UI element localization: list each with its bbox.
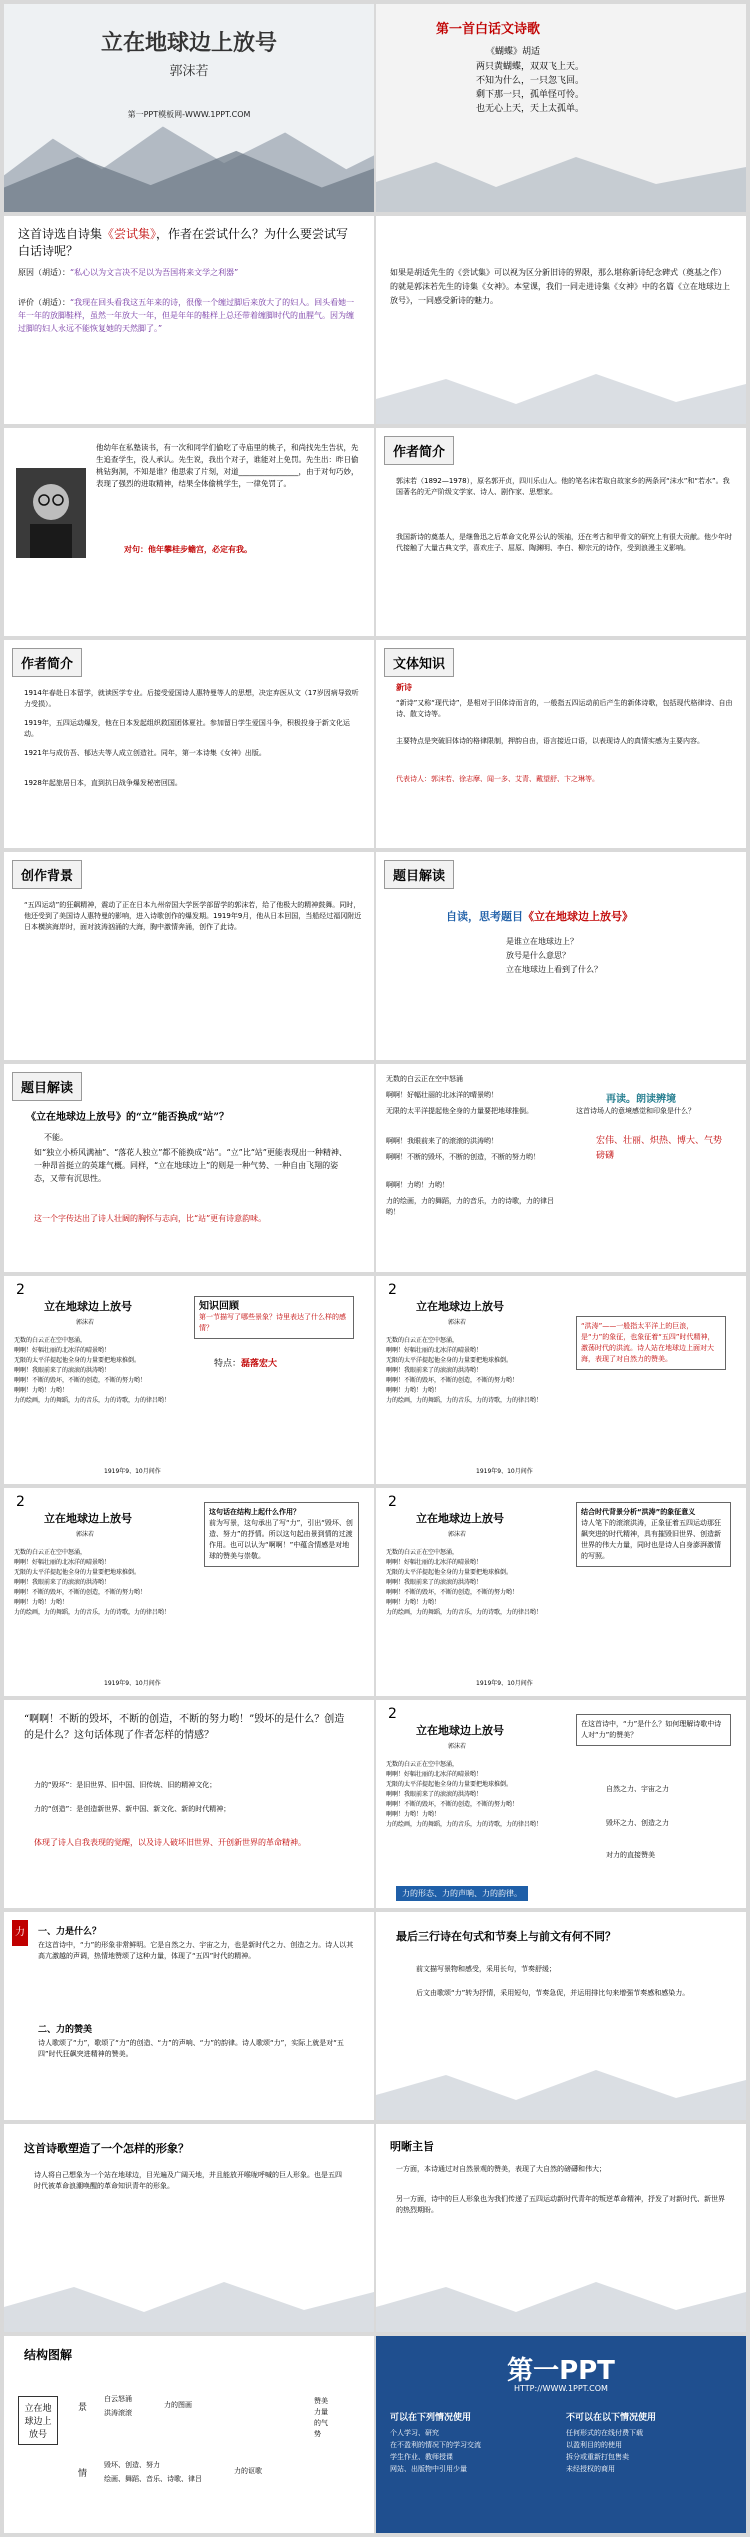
mountain-landscape <box>376 142 746 212</box>
site-url: HTTP://WWW.1PPT.COM <box>514 2384 608 2393</box>
transition-callout: 这句话在结构上起什么作用？ 前为写景，这句承出了写“力”，引出“毁坏、创造、努力”的抒情。所以这句起由景到情的过渡作用。也可以认为“啊啊！”中蕴含情感是对地球的赞美与崇敬。 <box>204 1502 359 1567</box>
background-para: “五四运动”的狂飙精神，震动了正在日本九州帝国大学医学部留学的郭沫若，给了他极大的精神鼓舞。同时，他还受到了美国诗人惠特曼的影响，进入诗歌创作的爆发期。1919年9月，他从日本回国，当船经过福冈附近日本横滨海岸时，面对波涛汹涌的大海，胸中激情奔涌，创作了此诗。 <box>24 901 362 931</box>
poem-line: 两只黄蝴蝶，双双飞上天。 <box>476 62 585 72</box>
author-para: 郭沫若（1892—1978），原名郭开贞，四川乐山人。他的笔名沫若取自故家乡的两条河“沫水”和“若水”。我国著名的无产阶级文学家、诗人、剧作家、思想家。 <box>396 477 730 496</box>
logo: 第一PPT <box>507 2356 615 2386</box>
poem-author: 郭沫若 <box>76 1319 95 1326</box>
slide-poem-force <box>376 1700 746 1908</box>
slide-author-intro-1 <box>376 428 746 636</box>
question: “啊啊！不断的毁坏，不断的创造，不断的努力哟！”毁坏的是什么？创造的是什么？这句话体现了作者怎样的情感？ <box>24 1714 345 1741</box>
root: 立在地球边上放号 <box>18 2396 58 2445</box>
poem-date: 1919年9、10月间作 <box>476 1468 533 1475</box>
slide-reread <box>376 1064 746 1272</box>
branch-scene: 景 <box>78 2403 88 2413</box>
sub-question: 放号是什么意思？ <box>506 951 570 960</box>
page-number: 2 <box>388 1706 397 1722</box>
left-item: 学生作业、教师授课 <box>390 2453 453 2461</box>
slide-rhythm <box>376 1912 746 2120</box>
title: 明晰主旨 <box>390 2140 434 2153</box>
symbol-callout: 结合时代背景分析“洪涛”的象征意义 诗人笔下的滚滚洪涛，正象征着五四运动那狂飙突进的时代精神，具有摧毁旧世界、创造新世界的伟大力量，同时也是诗人自身澎湃激情的写照。 <box>576 1502 731 1567</box>
question: 这首诗歌塑造了一个怎样的形象？ <box>24 2142 189 2155</box>
title-question: 自读，思考题目《立在地球边上放号》 <box>446 910 633 923</box>
para: 诗人歌颂了“力”，歌颂了“力”的创造、“力”的声响、“力”的韵律。诗人歌颂“力”，实际上就是对“五四”时代狂飙突进精神的赞美。 <box>38 2039 344 2058</box>
section-title: 文体知识 <box>384 648 454 677</box>
slide-author-intro-2 <box>4 640 374 848</box>
left-item: 在不盈利的情况下的学习交流 <box>390 2441 481 2449</box>
section-title: 作者简介 <box>12 648 82 677</box>
slide-poem-transition <box>4 1488 374 1696</box>
intro-paragraph: 如果是胡适先生的《尝试集》可以视为区分新旧诗的界限，那么堪称新诗纪念碑式（奠基之作）的就是郭沫若先生的诗集《女神》。本堂课，我们一同走进诗集《女神》中的名篇《立在地球边上放号》，一同感受新诗的魅力。 <box>390 268 730 305</box>
poem-line: 不知为什么，一只忽飞回。 <box>476 76 585 86</box>
poem-date: 1919年9、10月间作 <box>104 1680 161 1687</box>
branch-result: 力的讴歌 <box>234 2467 262 2475</box>
genre-poets: 代表诗人：郭沫若、徐志摩、闻一多、艾青、戴望舒、卞之琳等。 <box>396 775 599 783</box>
para: 另一方面，诗中的巨人形象也为我们传递了五四运动新时代青年的叛逆革命精神，抒发了对新时代、新世界的热烈期盼。 <box>396 2195 725 2214</box>
slide-stand-vs-stand <box>4 1064 374 1272</box>
list-item: 无数的白云正在空中怒涌 <box>386 1075 463 1083</box>
right-item: 拆分或重新打包售卖 <box>566 2453 629 2461</box>
review-box: 知识回顾 第一节描写了哪些景象？诗里表达了什么样的感情？ <box>194 1296 354 1339</box>
sub-question: 是谁立在地球边上？ <box>506 937 578 946</box>
poem-author: 郭沫若 <box>448 1319 467 1326</box>
answer: 后文由歌颂“力”转为抒情，采用短句，节奏急促，并运用排比句来增强节奏感和感染力。 <box>416 1989 690 1997</box>
poem-title: 立在地球边上放号 <box>416 1724 504 1737</box>
list-item: 啊啊！好幅壮丽的北冰洋的晴景哟！ <box>386 1091 498 1099</box>
list-item: 1919年，五四运动爆发，他在日本发起组织救国团体夏社。参加留日学生爱国斗争，积极投身于新文化运动。 <box>24 719 350 738</box>
poem-author: 郭沫若 <box>76 1531 95 1538</box>
left-item: 网站、出版物中引用少量 <box>390 2465 467 2473</box>
slide-poem-wave <box>376 1276 746 1484</box>
wave-callout: “洪涛”——一般指太平洋上的巨浪，是“力”的象征，也象征着“五四”时代精神，激荡时代的洪流。诗人站在地球边上面对大海，表现了对自然力的赞美。 <box>576 1316 726 1370</box>
section-title: 题目解读 <box>12 1072 82 1101</box>
branch-item: 洪涛滚滚 <box>104 2409 132 2417</box>
para: 在这首诗中，“力”的形象非常鲜明。它是自然之力、宇宙之力，也是新时代之力、创造之力。诗人以其高亢激越的声调，热情地赞颂了这种力量，体现了“五四”时代的精神。 <box>38 1941 354 1960</box>
section-title: 创作背景 <box>12 860 82 889</box>
poem-lines: 无数的白云正在空中怒涌， 啊啊！好幅壮丽的北冰洋的晴景哟！ 无限的太平洋提起他全身的力量要把地球推倒。 啊啊！我眼前来了的滚滚的洪涛哟！ 啊啊！不断的毁坏，不断的创造，不断的努力哟！ 啊啊！力哟！力哟！ 力的绘画，力的舞蹈，力的音乐，力的诗歌，力的律吕哟！ <box>386 1761 543 1828</box>
poem-lines: 无数的白云正在空中怒涌， 啊啊！好幅壮丽的北冰洋的晴景哟！ 无限的太平洋提起他全身的力量要把地球推倒。 啊啊！我眼前来了的滚滚的洪涛哟！ 啊啊！不断的毁坏，不断的创造，不断的努力哟！ 啊啊！力哟！力哟！ 力的绘画，力的舞蹈，力的音乐，力的诗歌，力的律吕哟！ <box>14 1337 171 1404</box>
reason: 原因（胡适）：“私心以为文言决不足以为吾国将来文学之利器” <box>18 268 239 277</box>
trait: 特点：磊落宏大 <box>214 1359 278 1369</box>
force-summary: 力的形态、力的声响、力的韵律。 <box>396 1886 528 1901</box>
reread-sub: 这首诗场人的意境感觉和印象是什么？ <box>576 1107 695 1115</box>
reread-answer: 宏伟、壮丽、炽热、博大、气势磅礴 <box>596 1136 723 1161</box>
poem-line: 也无心上天，天上太孤单。 <box>476 104 585 114</box>
answer: 不能。 <box>44 1133 68 1142</box>
slide-theme <box>376 2124 746 2332</box>
right-item: 以盈利目的的使用 <box>566 2441 622 2449</box>
left-item: 个人学习、研究 <box>390 2429 439 2437</box>
mountain-landscape <box>376 354 746 424</box>
portrait-photo <box>16 468 86 558</box>
sub-question: 立在地球边上看到了什么？ <box>506 965 602 974</box>
poem-line: 剩下那一只，孤单怪可怜。 <box>476 90 585 100</box>
poem-title: 立在地球边上放号 <box>44 1300 132 1313</box>
heading: 二、力的赞美 <box>38 2025 93 2035</box>
poem-author: 郭沫若 <box>448 1531 467 1538</box>
branch-item: 绘画、舞蹈、音乐、诗歌、律吕 <box>104 2475 202 2483</box>
cover-title: 立在地球边上放号 <box>100 30 277 56</box>
author-para: 我国新诗的奠基人，是继鲁迅之后革命文化界公认的领袖，还在考古和甲骨文的研究上有很大贡献。他少年时代接触了大量古典文学，喜欢庄子、屈原、陶渊明、李白、柳宗元的诗作，受到浪漫主义影响。 <box>396 533 732 552</box>
slide-force-analysis <box>4 1912 374 2120</box>
section-title: 作者简介 <box>384 436 454 465</box>
answer: 这一个字传达出了诗人壮阔的胸怀与志向，比“站”更有诗意韵味。 <box>34 1214 267 1223</box>
answer: 力的“创造”：是创造新世界、新中国、新文化、新的时代精神； <box>34 1805 231 1813</box>
question: 最后三行诗在句式和节奏上与前文有何不同？ <box>396 1930 616 1943</box>
slide-title-reading <box>376 852 746 1060</box>
slide-genre <box>376 640 746 848</box>
poem-lines: 无数的白云正在空中怒涌， 啊啊！好幅壮丽的北冰洋的晴景哟！ 无限的太平洋提起他全身的力量要把地球推倒。 啊啊！我眼前来了的滚滚的洪涛哟！ 啊啊！不断的毁坏，不断的创造，不断的努力哟！ 啊啊！力哟！力哟！ 力的绘画，力的舞蹈，力的音乐，力的诗歌，力的律吕哟！ <box>14 1549 171 1616</box>
slide-copyright <box>376 2336 746 2533</box>
branch-item: 白云怒涌 <box>104 2395 132 2403</box>
branch-item: 毁坏、创造、努力 <box>104 2461 160 2469</box>
force-callout: 在这首诗中，“力”是什么？如何理解诗歌中诗人对“力”的赞美？ <box>576 1714 731 1746</box>
list-item: 啊啊！我眼前来了的滚滚的洪涛哟！ <box>386 1137 498 1145</box>
list-item: 1921年与成仿吾、郁达夫等人成立创造社。同年，第一本诗集《女神》出版。 <box>24 749 266 757</box>
genre-para: 主要特点是突破旧体诗的格律限制，押韵自由，语言接近口语，以表现诗人的真情实感为主要内容。 <box>396 737 704 745</box>
left-heading: 可以在下列情况使用 <box>390 2413 472 2423</box>
mountain-landscape <box>4 2262 374 2332</box>
poem-title: 立在地球边上放号 <box>416 1300 504 1313</box>
cover-footer: 第一PPT模板网-WWW.1PPT.COM <box>127 110 251 119</box>
page-number: 2 <box>16 1282 25 1298</box>
list-item: 啊啊！力哟！力哟！ <box>386 1181 449 1189</box>
genre-para: “新诗”又称“现代诗”，是相对于旧体诗而言的，一般指五四运动前后产生的新体诗歌，包括现代格律诗、自由诗、散文诗等。 <box>396 699 733 718</box>
answer: 体现了诗人自我表现的觉醒，以及诗人破坏旧世界、开创新世界的革命精神。 <box>34 1838 306 1847</box>
slide-poem-review <box>4 1276 374 1484</box>
right-item: 任何形式的在线付费下载 <box>566 2429 643 2437</box>
list-item: 啊啊！不断的毁坏，不断的创造，不断的努力哟！ <box>386 1153 540 1161</box>
force-item: 对力的直接赞美 <box>606 1851 655 1859</box>
section-title: 题目解读 <box>384 860 454 889</box>
answer: 前文描写景物和感受，采用长句，节奏舒缓； <box>416 1965 556 1973</box>
slide-background <box>4 852 374 1060</box>
question: 《立在地球边上放号》的“立”能否换成“站”？ <box>26 1112 230 1123</box>
reread-title: 再读。朗读辨境 <box>606 1094 676 1105</box>
poem-title: 立在地球边上放号 <box>44 1512 132 1525</box>
slide-attempt <box>4 216 374 424</box>
answer: 力的“毁坏”：是旧世界、旧中国、旧传统、旧的精神文化； <box>34 1781 217 1789</box>
poem-title: 《蝴蝶》胡适 <box>486 47 541 57</box>
poem-date: 1919年9、10月间作 <box>476 1680 533 1687</box>
poem-author: 郭沫若 <box>448 1743 467 1750</box>
slide-destroy-create <box>4 1700 374 1908</box>
page-number: 2 <box>388 1494 397 1510</box>
slide-butterfly-poem <box>376 4 746 212</box>
mountain-landscape <box>376 2050 746 2120</box>
slide-goddess <box>376 216 746 424</box>
page-number: 2 <box>388 1282 397 1298</box>
force-item: 毁坏之力、创造之力 <box>606 1819 669 1827</box>
cover-author: 郭沫若 <box>169 64 209 79</box>
heading: 一、力是什么？ <box>38 1927 102 1937</box>
list-item: 1914年春赴日本留学，就读医学专业。后接受爱国诗人惠特曼等人的思想，决定弃医从文（17岁因病导致听力受损）。 <box>24 689 359 708</box>
answer: 诗人将自己想象为一个站在地球边，目光遍及广阔天地，并且能放开喉咙呼喊的巨人形象。也是五四时代被革命浪潮唤醒的革命知识青年的形象。 <box>34 2171 342 2190</box>
answer: 如“独立小桥风满袖”、“落花人独立”都不能换成“站”。“立”比“站”更能表现出一种精神、一种昂首挺立的英雄气概。同样，“立在地球边上”的则是一种气势、一种自由飞翔的姿态，又带有沉思性。 <box>34 1148 347 1183</box>
right-item: 未经授权的商用 <box>566 2465 615 2473</box>
badge-icon: 力 <box>12 1920 28 1946</box>
slide-image <box>4 2124 374 2332</box>
evaluation: 评价（胡适）：“我现在回头看我这五年来的诗，很像一个缠过脚后来放大了的妇人。回头看她一年一年的放脚鞋样，虽然一年放大一年，但是年年的鞋样上总还带着缠脚时代的血腥气。因为缠过脚的妇人永远不能恢复她的天然脚了。” <box>18 298 355 333</box>
para: 一方面，本诗通过对自然景观的赞美，表现了大自然的磅礴和伟大； <box>396 2165 606 2173</box>
branch-result: 力的图画 <box>164 2401 192 2409</box>
force-item: 自然之力、宇宙之力 <box>606 1785 669 1793</box>
list-item: 力的绘画，力的舞蹈，力的音乐，力的诗歌，力的律吕哟！ <box>386 1197 554 1216</box>
poem-lines: 无数的白云正在空中怒涌， 啊啊！好幅壮丽的北冰洋的晴景哟！ 无限的太平洋提起他全身的力量要把地球推倒。 啊啊！我眼前来了的滚滚的洪涛哟！ 啊啊！不断的毁坏，不断的创造，不断的努力哟！ 啊啊！力哟！力哟！ 力的绘画，力的舞蹈，力的音乐，力的诗歌，力的律吕哟！ <box>386 1337 543 1404</box>
genre-term: 新诗 <box>396 683 412 692</box>
branch-feeling: 情 <box>78 2469 88 2479</box>
slide-structure <box>4 2336 374 2533</box>
poem-date: 1919年9、10月间作 <box>104 1468 161 1475</box>
right-heading: 不可以在以下情况使用 <box>566 2413 657 2423</box>
right-summary: 赞美力量的气势 <box>314 2397 328 2438</box>
poem-title: 立在地球边上放号 <box>416 1512 504 1525</box>
anecdote-answer: 对句：他年攀桂步蟾宫，必定有我。 <box>124 545 252 554</box>
list-item: 无限的太平洋提起他全身的力量要把地球推倒。 <box>386 1107 533 1115</box>
page-number: 2 <box>16 1494 25 1510</box>
poem-lines: 无数的白云正在空中怒涌， 啊啊！好幅壮丽的北冰洋的晴景哟！ 无限的太平洋提起他全身的力量要把地球推倒。 啊啊！我眼前来了的滚滚的洪涛哟！ 啊啊！不断的毁坏，不断的创造，不断的努力哟！ 啊啊！力哟！力哟！ 力的绘画，力的舞蹈，力的音乐，力的诗歌，力的律吕哟！ <box>386 1549 543 1616</box>
mountain-landscape <box>376 2262 746 2332</box>
slide-poem-symbol <box>376 1488 746 1696</box>
question: 这首诗选自诗集《尝试集》，作者在尝试什么？为什么要尝试写白话诗呢？ <box>18 227 349 258</box>
heading: 第一首白话文诗歌 <box>436 22 541 37</box>
list-item: 1928年起旅居日本，直到抗日战争爆发秘密回国。 <box>24 779 182 787</box>
anecdote-text: 他幼年在私塾读书，有一次和同学们偷吃了寺庙里的桃子，和尚找先生告状，先生追查学生，没人承认。先生说，我出个对子，谁能对上免罚。先生出：昨日偷桃钻狗洞，不知是谁？他思索了片刻，对道________________，由于对句巧妙，表现了强烈的进取精神，结果全体偷桃学生，一律免罚了。 <box>96 443 359 488</box>
slide-cover <box>4 4 374 212</box>
title: 结构图解 <box>24 2348 73 2362</box>
slide-anecdote <box>4 428 374 636</box>
